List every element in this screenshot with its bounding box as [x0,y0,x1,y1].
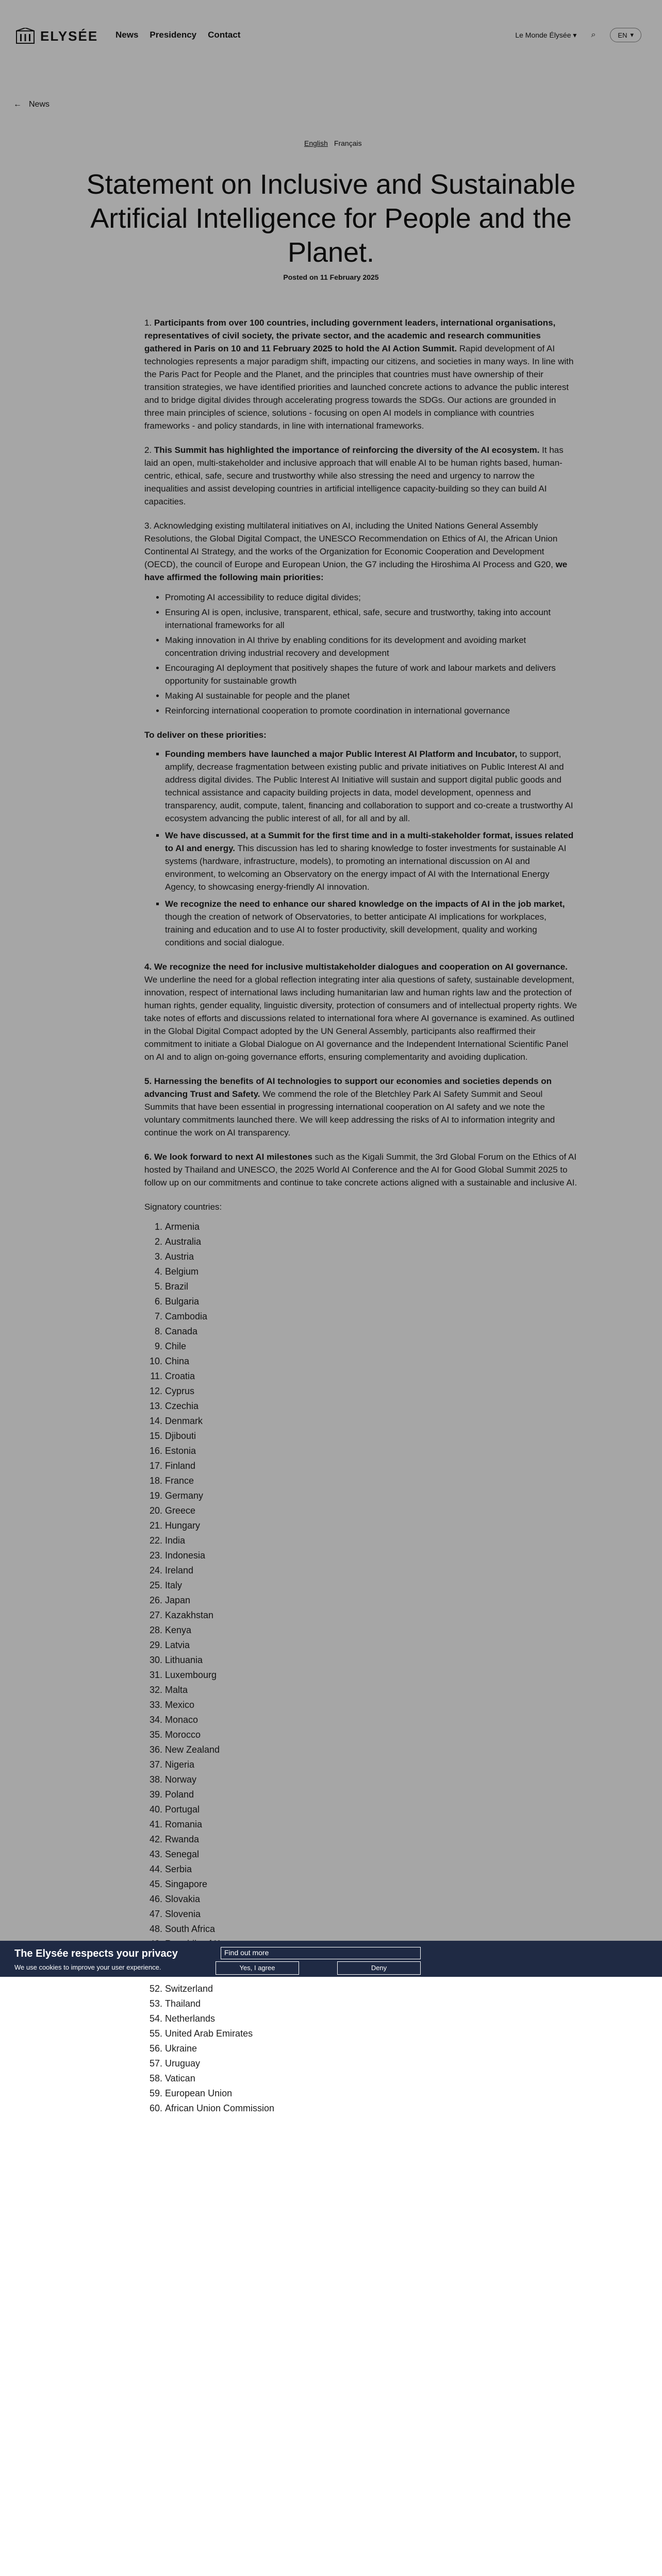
search-icon[interactable]: ⌕ [591,30,596,39]
lang-french[interactable]: Français [334,139,362,147]
country-item: 18. France [165,1473,577,1488]
country-item: 43. Senegal [165,1847,577,1862]
country-item: 36. New Zealand [165,1742,577,1757]
country-item: 39. Poland [165,1787,577,1802]
country-item: 12. Cyprus [165,1384,577,1399]
list-item: • Ensuring AI is open, inclusive, transparent, ethical, safe, secure and trustworthy, taking into account international frameworks for all [165,606,577,632]
arrow-left-icon: ← [13,100,22,109]
list-item: • Encouraging AI deployment that positively shapes the future of work and labour markets and delivers opportunity for sustainable growth [165,662,577,687]
list-item: ▪ We have discussed, at a Summit for the first time and in a multi-stakeholder format, issues related to AI and energy. This discussion has led to sharing knowledge to foster investments for sustainable AI systems (hardware, infrastructure, models), to promoting an international discussion on AI and environment, to welcoming an Observatory on the energy impact of AI with the International Energy Agency, to showcasing energy-friendly AI innovation. [165,829,577,893]
country-item: 4. Belgium [165,1264,577,1279]
chevron-down-icon: ▾ [630,31,634,39]
country-item: 35. Morocco [165,1727,577,1742]
language-selector[interactable]: EN ▾ [610,28,641,42]
country-item: 7. Cambodia [165,1309,577,1324]
country-item: 15. Djibouti [165,1429,577,1444]
country-item: 30. Lithuania [165,1653,577,1668]
signatory-label: Signatory countries: [144,1202,222,1212]
country-item: 58. Vatican [165,2071,577,2086]
country-item: 10. China [165,1354,577,1369]
country-item: 1. Armenia [165,1219,577,1234]
paragraph-6: 6. We look forward to next AI milestones such as the Kigali Summit, the 3rd Global Forum on the Ethics of AI hosted by Thailand and UNESCO, the 2025 World AI Conference and the AI for Good Global Summit 2025 to follow up on our commitments and continue to take concrete actions aligned with a sustainable and inclusive AI. [144,1152,577,1188]
country-item: 23. Indonesia [165,1548,577,1563]
deliver-heading: To deliver on these priorities: [144,730,267,740]
country-item: 46. Slovakia [165,1892,577,1907]
country-item: 14. Denmark [165,1414,577,1429]
logo-text: ELYSÉE [40,28,98,44]
country-item: 40. Portugal [165,1802,577,1817]
country-item: 42. Rwanda [165,1832,577,1847]
country-item: 16. Estonia [165,1444,577,1459]
cookie-title: The Elysée respects your privacy [14,1948,178,1959]
country-item: 8. Canada [165,1324,577,1339]
country-item: 26. Japan [165,1593,577,1608]
country-item: 22. India [165,1533,577,1548]
country-item: 41. Romania [165,1817,577,1832]
country-item: 45. Singapore [165,1877,577,1892]
cookie-text: We use cookies to improve your user experience. [14,1963,161,1971]
paragraph-2: 2. This Summit has highlighted the importance of reinforcing the diversity of the AI ecosystem. It has laid an open, multi-stakeholder and inclusive approach that will enable AI to be human rights based, human-centric, ethical, safe, secure and trustworthy while also stressing the need and urgency to narrow the inequalities and assist developing countries in artificial intelligence capacity-building so they can build AI capacities. [144,445,564,506]
country-item: 54. Netherlands [165,2011,577,2026]
page-title: Statement on Inclusive and Sustainable Artificial Intelligence for People and the Planet. [86,169,576,268]
list-item: ▪ Founding members have launched a major Public Interest AI Platform and Incubator, to support, amplify, decrease fragmentation between existing public and private initiatives on Public Interest AI and address digital divides. The Public Interest AI Initiative will sustain and support digital public goods and technical assistance and capacity building projects in data, model development, openness and transparency, audit, compute, talent, financing and collaboration to support and co-create a trustworthy AI ecosystem advancing the public interest of all, for all and by all. [165,748,577,825]
paragraph-4: 4. We recognize the need for inclusive multistakeholder dialogues and cooperation on AI governance. We underline the need for a global reflection integrating inter alia questions of safety, sustainable development, innovation, respect of international laws including humanitarian law and human rights law and the protection of human rights, gender equality, linguistic diversity, protection of consumers and of intellectual property rights. We take notes of efforts and discussions related to international fora where AI governance is examined. As outlined in the Global Digital Compact adopted by the UN General Assembly, participants also reaffirmed their commitment to initiate a Global Dialogue on AI governance and the Independent International Scientific Panel on AI and to align on-going governance efforts, ensuring complementarity and avoiding duplication. [144,962,577,1062]
nav-news[interactable]: News [115,30,139,40]
country-item: 53. Thailand [165,1996,577,2011]
country-item: 6. Bulgaria [165,1294,577,1309]
country-item: 9. Chile [165,1339,577,1354]
deny-button[interactable]: Deny [337,1961,421,1975]
cookie-banner [0,1941,662,1977]
paragraph-1: 1. Participants from over 100 countries, including government leaders, international organisations, representatives of civil society, the private sector, and the academic and research communities gathered in Paris on 10 and 11 February 2025 to hold the AI Action Summit. Rapid development of AI technologies represents a major paradigm shift, impacting our citizens, and societies in many ways. In line with the Paris Pact for People and the Planet, and the principles that countries must have ownership of their transition strategies, we have identified priorities and launched concrete actions to advance the public interest and to bridge digital divides through accelerating progress towards the SDGs. Our actions are grounded in three main principles of science, solutions - focusing on open AI models in compliance with countries frameworks - and policy standards, in line with international frameworks. [144,318,574,431]
nav-presidency[interactable]: Presidency [150,30,197,40]
list-item: • Making innovation in AI thrive by enabling conditions for its development and avoiding market concentration driving industrial recovery and development [165,634,577,659]
list-item: • Making AI sustainable for people and the planet [165,689,577,702]
posted-date: Posted on 11 February 2025 [283,273,379,281]
country-item: 48. South Africa [165,1922,577,1937]
country-item: 55. United Arab Emirates [165,2026,577,2041]
country-item: 38. Norway [165,1772,577,1787]
country-item: 52. Switzerland [165,1981,577,1996]
country-item: 44. Serbia [165,1862,577,1877]
country-item: 32. Malta [165,1683,577,1698]
chevron-down-icon: ▾ [573,30,577,39]
country-item: 3. Austria [165,1249,577,1264]
country-item: 59. European Union [165,2086,577,2101]
country-item: 31. Luxembourg [165,1668,577,1683]
country-item: 25. Italy [165,1578,577,1593]
list-item: • Reinforcing international cooperation to promote coordination in international governance [165,704,577,717]
find-out-more-link[interactable]: Find out more [221,1947,421,1959]
country-item: 24. Ireland [165,1563,577,1578]
country-item: 5. Brazil [165,1279,577,1294]
country-item: 33. Mexico [165,1698,577,1713]
paragraph-5: 5. Harnessing the benefits of AI technologies to support our economies and societies depends on advancing Trust and Safety. We commend the role of the Bletchley Park AI Safety Summit and Seoul Summits that have been essential in progressing international cooperation on AI safety and we note the voluntary commitments launched there. We will keep addressing the risks of AI to information integrity and continue the work on AI transparency. [144,1076,555,1138]
country-item: 60. African Union Commission [165,2101,577,2116]
president-link[interactable]: Le Monde Élysée ▾ [515,30,577,39]
country-item: 20. Greece [165,1503,577,1518]
country-item: 37. Nigeria [165,1757,577,1772]
country-item: 13. Czechia [165,1399,577,1414]
country-item: 27. Kazakhstan [165,1608,577,1623]
country-item: 21. Hungary [165,1518,577,1533]
country-item: 19. Germany [165,1488,577,1503]
lang-english[interactable]: English [304,139,328,147]
country-item: 17. Finland [165,1459,577,1473]
nav-contact[interactable]: Contact [208,30,241,40]
country-item: 47. Slovenia [165,1907,577,1922]
list-item: ▪ We recognize the need to enhance our shared knowledge on the impacts of AI in the job market, though the creation of network of Observatories, to better anticipate AI implications for workplaces, training and education and to use AI to foster productivity, skill development, quality and working conditions and social dialogue. [165,897,577,949]
country-item: 34. Monaco [165,1713,577,1727]
country-item: 2. Australia [165,1234,577,1249]
agree-button[interactable]: Yes, I agree [216,1961,299,1975]
country-item: 56. Ukraine [165,2041,577,2056]
country-item: 11. Croatia [165,1369,577,1384]
paragraph-3: 3. Acknowledging existing multilateral initiatives on AI, including the United Nations General Assembly Resolutions, the Global Digital Compact, the UNESCO Recommendation on Ethics of AI, the African Union Continental AI Strategy, and the works of the Organization for Economic Cooperation and Development (OECD), the council of Europe and European Union, the G7 including the Hiroshima AI Process and G20, we have affirmed the following main priorities: [144,521,568,582]
country-item: 57. Uruguay [165,2056,577,2071]
country-item: 28. Kenya [165,1623,577,1638]
back-label: News [29,100,50,109]
country-item: 29. Latvia [165,1638,577,1653]
list-item: • Promoting AI accessibility to reduce digital divides; [165,591,577,604]
